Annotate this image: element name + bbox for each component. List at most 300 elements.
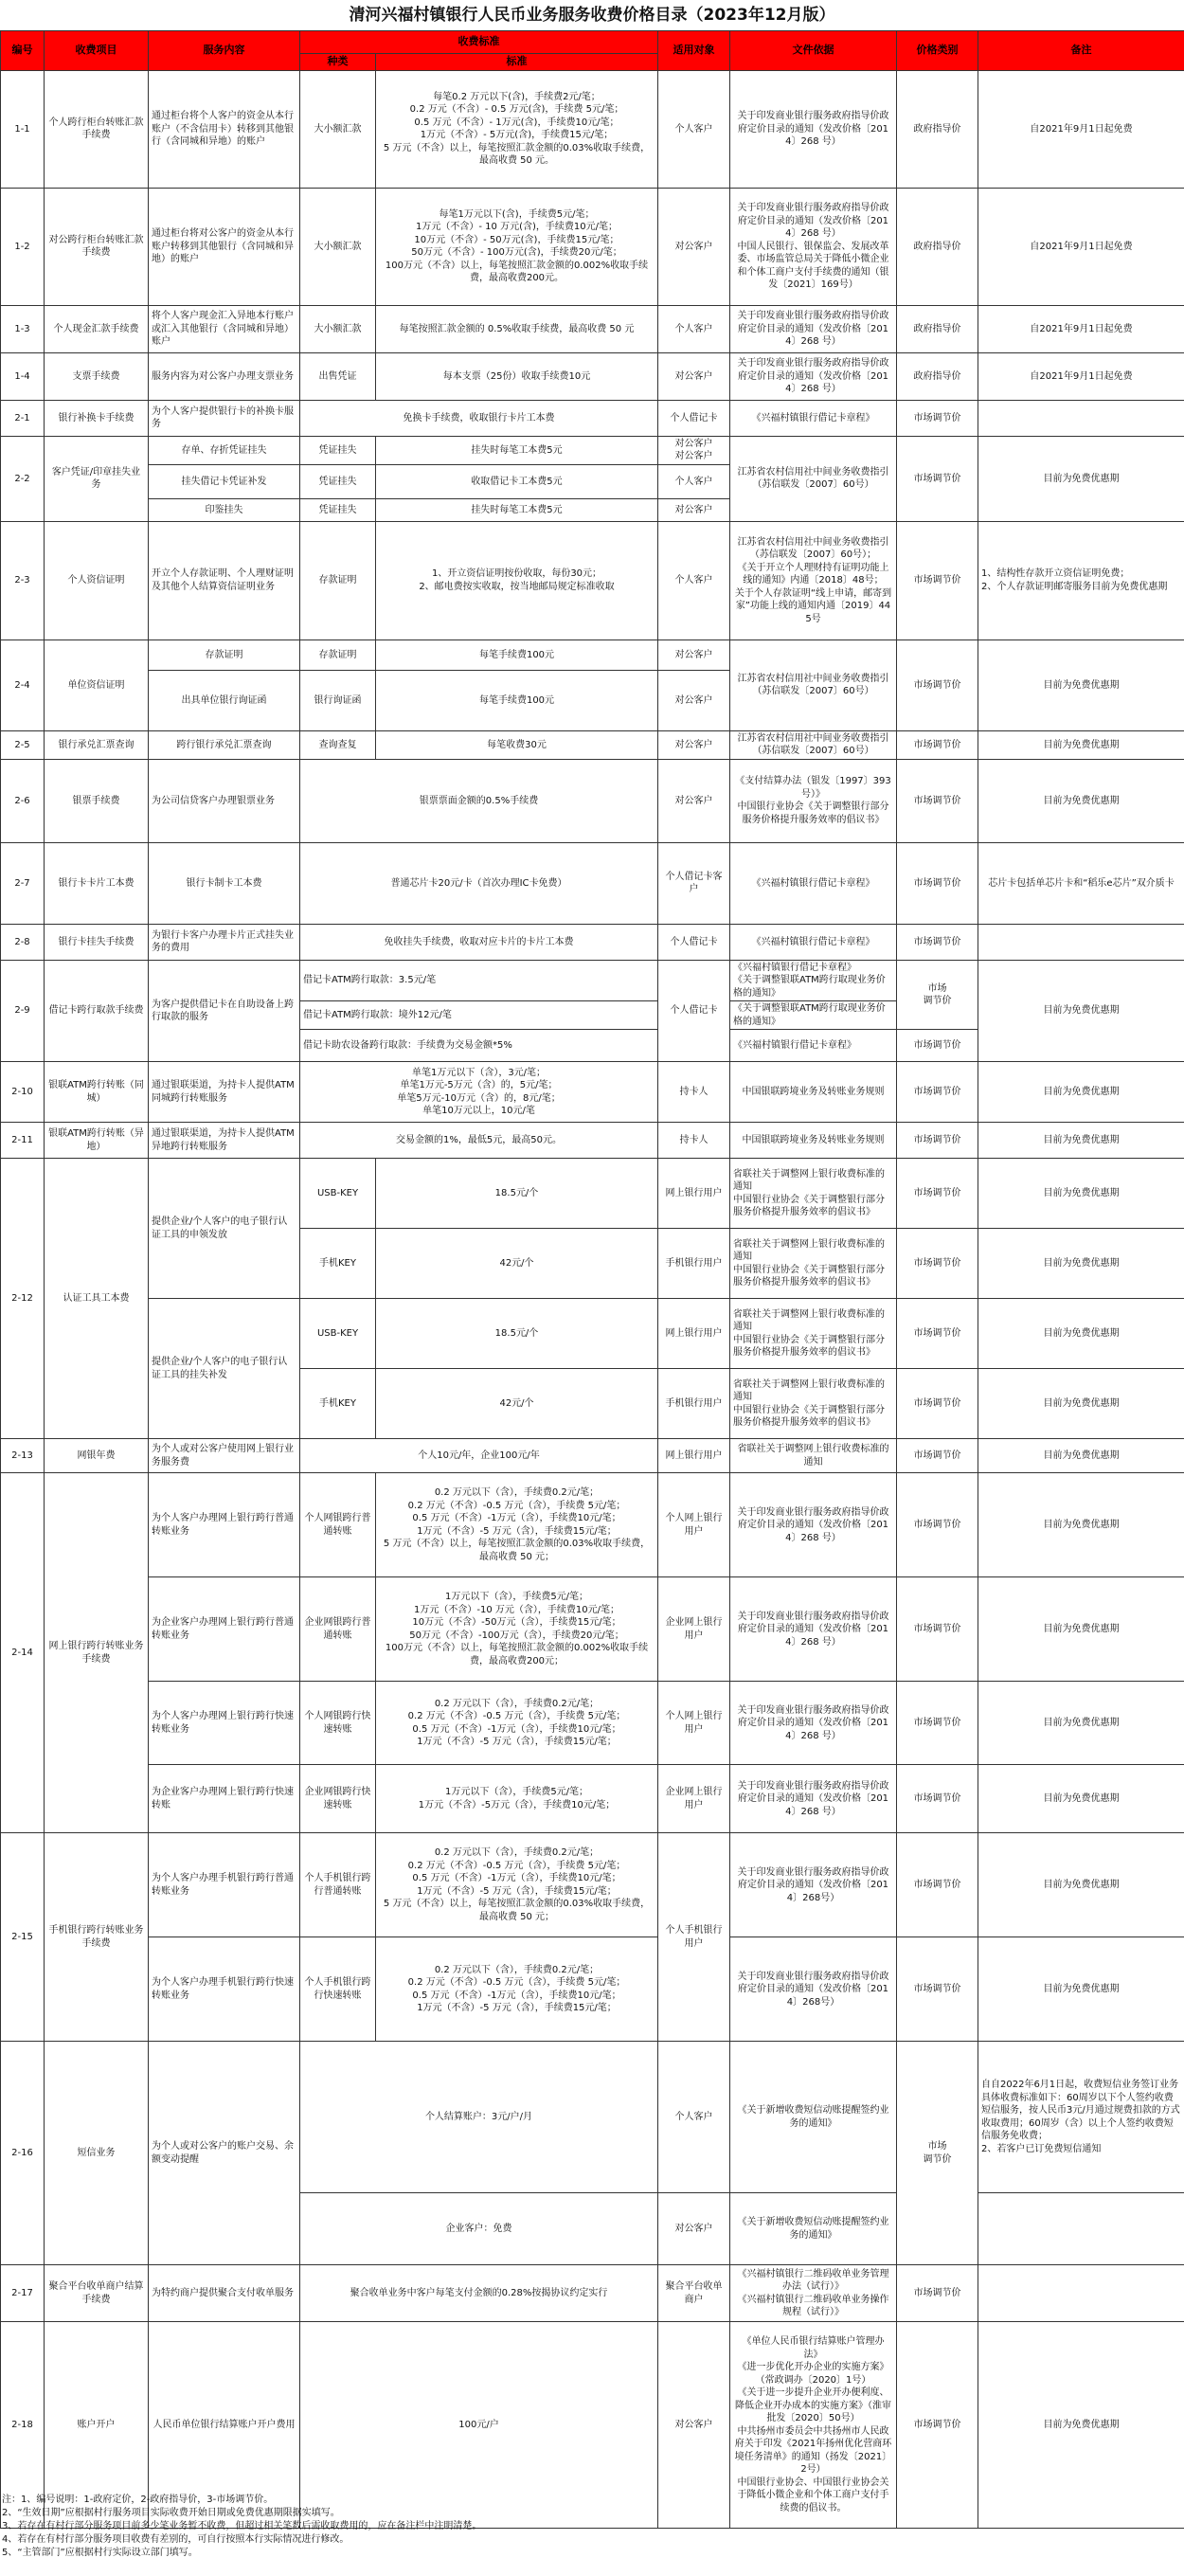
table-cell: 跨行银行承兑汇票查询 (149, 730, 300, 759)
table-cell: 对公客户 (658, 730, 730, 759)
table-cell: 2-18 (1, 2322, 45, 2529)
table-cell: 通过柜台将对公客户的资金从本行账户转移到其他银行（含同城和异地）的账户 (149, 188, 300, 305)
table-cell: 每笔收费30元 (376, 730, 658, 759)
table-cell: 提供企业/个人客户的电子银行认证工具的申领发放 (149, 1159, 300, 1299)
table-row (1, 1159, 1184, 1229)
header-standard: 收费标准 (300, 31, 658, 54)
table-cell: 大小额汇款 (300, 188, 376, 305)
table-cell: 企业网上银行用户 (658, 1577, 730, 1682)
table-cell: 目前为免费优惠期 (978, 1369, 1184, 1439)
table-cell: 免换卡手续费，收取银行卡片工本费 (300, 400, 658, 436)
table-cell: 市场调节价 (897, 1062, 978, 1123)
table-cell: 支票手续费 (45, 352, 149, 400)
table-cell: 普通芯片卡20元/卡（首次办理IC卡免费） (300, 842, 658, 924)
table-cell: 对公客户 (658, 188, 730, 305)
table-cell (978, 924, 1184, 960)
table-row (1, 924, 1184, 960)
table-cell: 市场 调节价 (897, 2042, 978, 2265)
table-cell: 每笔按照汇款金额的 0.5%收取手续费，最高收费 50 元 (376, 305, 658, 352)
table-row (1, 1765, 1184, 1833)
table-cell: USB-KEY (300, 1299, 376, 1369)
table-cell: 每笔0.2 万元以下(含)，手续费2元/笔； 0.2 万元（不含）- 0.5 万元(含)，手续费 5元/笔； 0.5 万元（不含）- 1万元(含)，手续费10元/笔； 1万元（不含）- 5万元(含)，手续费15元/笔； 5 万元（不含）以上，每笔按照汇款金额的0.03%收取手续费，最高收费 50 元。 (376, 70, 658, 188)
table-cell: 银票手续费 (45, 759, 149, 842)
table-cell: 市场调节价 (897, 1577, 978, 1682)
table-cell: 2-1 (1, 400, 45, 436)
table-cell: 为个人客户提供银行卡的补换卡服务 (149, 400, 300, 436)
table-cell: 银联ATM跨行转账（异地） (45, 1123, 149, 1159)
table-cell: 政府指导价 (897, 188, 978, 305)
table-cell: 网上银行跨行转账业务手续费 (45, 1473, 149, 1833)
table-cell: 《关于调整银联ATM跨行取现业务价格的通知》 (730, 1001, 897, 1030)
table-cell: 个人借记卡 (658, 924, 730, 960)
table-cell: 关于印发商业银行服务政府指导价政府定价目录的通知（发改价格〔2014〕268 号） (730, 70, 897, 188)
table-cell: USB-KEY (300, 1159, 376, 1229)
header-kind: 种类 (300, 54, 376, 71)
table-cell: 个人借记卡客户 (658, 842, 730, 924)
table-cell: 省联社关于调整网上银行收费标准的通知 中国银行业协会《关于调整银行部分服务价格提升服务效率的倡议书》 (730, 1299, 897, 1369)
table-cell: 企业网银跨行快速转账 (300, 1765, 376, 1833)
table-cell: 人民币单位银行结算账户开户费用 (149, 2322, 300, 2529)
table-cell: 借记卡ATM跨行取款：3.5元/笔 (300, 960, 658, 1001)
table-cell: 1万元以下（含），手续费5元/笔； 1万元（不含）-10 万元（含），手续费10元/笔； 10万元（不含）-50万元（含），手续费15元/笔； 50万元（不含）-100万元（含），手续费20元/笔； 100万元（不含）以上，每笔按照汇款金额的0.002%收取手续费，最高收费200元； (376, 1577, 658, 1682)
table-cell: 借记卡助农设备跨行取款：手续费为交易金额*5% (300, 1030, 658, 1062)
table-cell: 个人客户 (658, 70, 730, 188)
table-cell: 将个人客户现金汇入异地本行账户或汇入其他银行（含同城和异地）账户 (149, 305, 300, 352)
table-cell: 目前为免费优惠期 (978, 639, 1184, 730)
table-cell: 2-8 (1, 924, 45, 960)
table-cell: 目前为免费优惠期 (978, 1439, 1184, 1473)
table-cell: 市场调节价 (897, 842, 978, 924)
table-cell: 目前为免费优惠期 (978, 1299, 1184, 1369)
table-cell: 通过柜台将个人客户的资金从本行账户（不含信用卡）转移到其他银行（含同城和异地）的账户 (149, 70, 300, 188)
table-row (1, 1577, 1184, 1682)
table-cell: 为银行卡客户办理卡片正式挂失业务的费用 (149, 924, 300, 960)
table-cell: 自2021年9月1日起免费 (978, 188, 1184, 305)
table-cell: 市场调节价 (897, 1937, 978, 2042)
table-cell: 0.2 万元以下（含），手续费0.2元/笔； 0.2 万元（不含）-0.5 万元（含），手续费 5元/笔； 0.5 万元（不含）-1万元（含），手续费10元/笔； 1万元（不含）-5 万元（含），手续费15元/笔； 5 万元（不含）以上，每笔按照汇款金额的0.03%收取手续费，最高收费 50 元； (376, 1473, 658, 1577)
table-cell: 目前为免费优惠期 (978, 1473, 1184, 1577)
table-cell: 对公客户 (658, 639, 730, 670)
table-row (1, 1439, 1184, 1473)
table-cell: 关于印发商业银行服务政府指导价政府定价目录的通知（发改价格〔2014〕268 号） (730, 1765, 897, 1833)
table-cell: 关于印发商业银行服务政府指导价政府定价目录的通知（发改价格〔2014〕268 号） 中国人民银行、银保监会、发展改革委、市场监管总局关于降低小微企业和个体工商户支付手续费的通知（银发〔2021〕169号） (730, 188, 897, 305)
table-cell: 个人跨行柜台转账汇款手续费 (45, 70, 149, 188)
table-cell: 银票票面金额的0.5%手续费 (300, 759, 658, 842)
table-cell: 对公客户 对公客户 (658, 436, 730, 464)
table-cell: 单笔1万元以下（含），3元/笔； 单笔1万元-5万元（含）的，5元/笔； 单笔5万元-10万元（含）的，8元/笔； 单笔10万元以上，10元/笔 (300, 1062, 658, 1123)
table-cell: 目前为免费优惠期 (978, 1577, 1184, 1682)
table-row (1, 305, 1184, 352)
table-cell: 《兴福村镇银行借记卡章程》 (730, 1030, 897, 1062)
table-cell: 目前为免费优惠期 (978, 1123, 1184, 1159)
table-row (1, 730, 1184, 759)
table-cell: 《兴福村镇银行借记卡章程》 (730, 842, 897, 924)
table-cell: 聚合平台收单商户 (658, 2265, 730, 2322)
table-cell: 为客户提供借记卡在自助设备上跨行取款的服务 (149, 960, 300, 1062)
table-cell: 市场调节价 (897, 1229, 978, 1299)
table-cell: 个人借记卡 (658, 400, 730, 436)
table-cell: 1-3 (1, 305, 45, 352)
table-cell: 个人现金汇款手续费 (45, 305, 149, 352)
table-cell: 凭证挂失 (300, 498, 376, 521)
footnote-line: 注：1、编号说明：1-政府定价，2-政府指导价，3-市场调节价。 (2, 2495, 274, 2505)
table-cell: 个人10元/年，企业100元/年 (300, 1439, 658, 1473)
table-cell: 2-3 (1, 521, 45, 639)
table-row (1, 960, 1184, 1001)
table-cell: 借记卡ATM跨行取款：境外12元/笔 (300, 1001, 658, 1030)
table-cell: 目前为免费优惠期 (978, 2322, 1184, 2529)
table-cell: 2-16 (1, 2042, 45, 2265)
table-cell: 目前为免费优惠期 (978, 1159, 1184, 1229)
table-cell: 个人结算账户：3元/户/月 (300, 2042, 658, 2193)
table-cell: 大小额汇款 (300, 305, 376, 352)
table-cell: 市场调节价 (897, 1833, 978, 1937)
table-cell: 对公客户 (658, 498, 730, 521)
table-cell (978, 2193, 1184, 2265)
table-row (1, 1473, 1184, 1577)
table-cell: 大小额汇款 (300, 70, 376, 188)
table-cell: 持卡人 (658, 1123, 730, 1159)
table-cell: 2-9 (1, 960, 45, 1062)
table-cell: 企业客户：免费 (300, 2193, 658, 2265)
table-row (1, 188, 1184, 305)
header-row (1, 31, 1184, 54)
table-cell: 个人手机银行跨行快速转账 (300, 1937, 376, 2042)
table-cell: 对公客户 (658, 670, 730, 730)
header-target: 适用对象 (658, 31, 730, 71)
table-cell: 挂失借记卡凭证补发 (149, 464, 300, 498)
table-cell: 手机KEY (300, 1229, 376, 1299)
table-row (1, 1123, 1184, 1159)
table-cell: 18.5元/个 (376, 1299, 658, 1369)
table-cell: 市场调节价 (897, 730, 978, 759)
table-cell: 目前为免费优惠期 (978, 1062, 1184, 1123)
table-cell: 《支付结算办法（银发〔1997〕393号）》 中国银行业协会《关于调整银行部分服务价格提升服务效率的倡议书》 (730, 759, 897, 842)
fee-table (0, 30, 1184, 2529)
table-cell: 个人客户 (658, 464, 730, 498)
table-cell: 为个人客户办理网上银行跨行快速转账业务 (149, 1682, 300, 1765)
table-cell: 1-4 (1, 352, 45, 400)
footnote-line: 4、若存在有村行部分服务项目收费有差别的，可自行按照本行实际情况进行修改。 (2, 2534, 350, 2545)
table-cell: 持卡人 (658, 1062, 730, 1123)
table-cell: 印鉴挂失 (149, 498, 300, 521)
table-cell: 2-4 (1, 639, 45, 730)
footnote-line: 3、若存在有村行部分服务项目前多少笔业务暂不收费，但超过相关笔数后需收取费用的，应在备注栏中注明清楚。 (2, 2521, 482, 2531)
table-cell: 42元/个 (376, 1229, 658, 1299)
table-cell: 2-7 (1, 842, 45, 924)
table-cell: 银行卡挂失手续费 (45, 924, 149, 960)
table-cell: 关于印发商业银行服务政府指导价政府定价目录的通知（发改价格〔2014〕268号） (730, 1937, 897, 2042)
table-cell: 《兴福村镇银行借记卡章程》 (730, 400, 897, 436)
table-cell: 存款证明 (300, 639, 376, 670)
table-cell: 《兴福村镇银行借记卡章程》 (730, 924, 897, 960)
table-cell: 江苏省农村信用社中间业务收费指引（苏信联发〔2007〕60号） (730, 730, 897, 759)
table-cell: 个人网上银行用户 (658, 1682, 730, 1765)
table-cell: 市场调节价 (897, 1299, 978, 1369)
table-cell: 关于印发商业银行服务政府指导价政府定价目录的通知（发改价格〔2014〕268 号） (730, 305, 897, 352)
table-cell: 省联社关于调整网上银行收费标准的通知 中国银行业协会《关于调整银行部分服务价格提升服务效率的倡议书》 (730, 1369, 897, 1439)
table-cell: 个人客户 (658, 2042, 730, 2193)
table-cell: 省联社关于调整网上银行收费标准的通知 中国银行业协会《关于调整银行部分服务价格提升服务效率的倡议书》 (730, 1229, 897, 1299)
table-cell: 银行卡制卡工本费 (149, 842, 300, 924)
table-cell: 为个人或对公客户使用网上银行业务服务费 (149, 1439, 300, 1473)
header-remark: 备注 (978, 31, 1184, 71)
table-cell: 市场调节价 (897, 1682, 978, 1765)
table-cell: 为个人客户办理手机银行跨行普通转账业务 (149, 1833, 300, 1937)
table-row (1, 1062, 1184, 1123)
table-cell: 市场调节价 (897, 1765, 978, 1833)
table-cell: 免收挂失手续费，收取对应卡片的卡片工本费 (300, 924, 658, 960)
table-cell: 2-6 (1, 759, 45, 842)
table-cell: 江苏省农村信用社中间业务收费指引（苏信联发〔2007〕60号） (730, 639, 897, 730)
table-cell: 目前为免费优惠期 (978, 1833, 1184, 1937)
table-cell: 存款证明 (149, 639, 300, 670)
fee-table-body (1, 70, 1184, 2529)
table-cell: 市场调节价 (897, 436, 978, 521)
table-cell: 2-17 (1, 2265, 45, 2322)
table-cell: 2-10 (1, 1062, 45, 1123)
table-row (1, 521, 1184, 639)
table-cell: 市场调节价 (897, 400, 978, 436)
table-cell: 2-12 (1, 1159, 45, 1439)
table-cell: 银联ATM跨行转账（同城） (45, 1062, 149, 1123)
table-cell: 聚合平台收单商户结算手续费 (45, 2265, 149, 2322)
header-no: 编号 (1, 31, 45, 71)
table-cell: 市场调节价 (897, 2265, 978, 2322)
table-cell: 个人网上银行用户 (658, 1473, 730, 1577)
table-cell: 凭证挂失 (300, 436, 376, 464)
table-cell: 目前为免费优惠期 (978, 1229, 1184, 1299)
table-cell: 为企业客户办理网上银行跨行普通转账业务 (149, 1577, 300, 1682)
table-cell: 市场调节价 (897, 521, 978, 639)
table-cell: 聚合收单业务中客户每笔支付金额的0.28%按揭协议约定实行 (300, 2265, 658, 2322)
footnote-line: 5、“主管部门”应根据村行实际设立部门填写。 (2, 2548, 198, 2558)
footnote-line: 2、“生效日期”应根据村行服务项目实际收费开始日期或免费优惠期限据实填写。 (2, 2508, 340, 2518)
table-cell: 自2021年9月1日起免费 (978, 352, 1184, 400)
table-cell: 对公客户 (658, 352, 730, 400)
table-cell: 市场调节价 (897, 639, 978, 730)
table-cell: 自2021年9月1日起免费 (978, 305, 1184, 352)
table-cell: 目前为免费优惠期 (978, 1682, 1184, 1765)
table-cell: 市场调节价 (897, 1473, 978, 1577)
table-cell: 网上银行用户 (658, 1299, 730, 1369)
table-cell: 个人手机银行用户 (658, 1833, 730, 2042)
table-cell: 0.2 万元以下（含），手续费0.2元/笔； 0.2 万元（不含）-0.5 万元（含），手续费 5元/笔； 0.5 万元（不含）-1万元（含），手续费10元/笔； 1万元（不含）-5 万元（含），手续费15元/笔； 5 万元（不含）以上，每笔按照汇款金额的0.03%收取手续费，最高收费 50 元； (376, 1833, 658, 1937)
table-cell: 网上银行用户 (658, 1439, 730, 1473)
table-cell: 挂失时每笔工本费5元 (376, 436, 658, 464)
table-cell: 手机银行用户 (658, 1229, 730, 1299)
table-cell: 2-13 (1, 1439, 45, 1473)
table-cell: 每笔手续费100元 (376, 639, 658, 670)
table-row (1, 1299, 1184, 1369)
table-cell: 为公司信贷客户办理银票业务 (149, 759, 300, 842)
table-cell: 芯片卡包括单芯片卡和“稻乐e芯片”双介质卡 (978, 842, 1184, 924)
table-row (1, 1937, 1184, 2042)
table-cell: 个人客户 (658, 521, 730, 639)
table-cell: 手机银行跨行转账业务手续费 (45, 1833, 149, 2042)
table-cell: 个人客户 (658, 305, 730, 352)
table-row (1, 436, 1184, 464)
table-cell: 江苏省农村信用社中间业务收费指引（苏信联发〔2007〕60号）； 《关于开立个人理财持有证明功能上线的通知》内通〔2018〕48号； 关于个人存款证明“线上申请，邮寄到家”功能上线的通知内通〔2019〕445号 (730, 521, 897, 639)
table-cell: 出售凭证 (300, 352, 376, 400)
table-cell: 目前为免费优惠期 (978, 960, 1184, 1062)
table-cell: 市场调节价 (897, 2322, 978, 2529)
table-cell: 凭证挂失 (300, 464, 376, 498)
table-cell: 市场调节价 (897, 1159, 978, 1229)
table-cell: 关于印发商业银行服务政府指导价政府定价目录的通知（发改价格〔2014〕268 号） (730, 1577, 897, 1682)
table-cell: 服务内容为对公客户办理支票业务 (149, 352, 300, 400)
table-cell: 2-2 (1, 436, 45, 521)
table-cell: 目前为免费优惠期 (978, 436, 1184, 521)
table-cell: 银行承兑汇票查询 (45, 730, 149, 759)
table-cell: 每本支票（25份）收取手续费10元 (376, 352, 658, 400)
table-cell: 单位资信证明 (45, 639, 149, 730)
table-cell: 2-15 (1, 1833, 45, 2042)
table-cell: 短信业务 (45, 2042, 149, 2265)
table-cell: 0.2 万元以下（含），手续费0.2元/笔； 0.2 万元（不含）-0.5 万元（含），手续费 5元/笔； 0.5 万元（不含）-1万元（含），手续费10元/笔； 1万元（不含）-5 万元（含），手续费15元/笔； (376, 1682, 658, 1765)
table-cell: 银行卡卡片工本费 (45, 842, 149, 924)
table-cell: 企业网上银行用户 (658, 1765, 730, 1833)
table-row (1, 70, 1184, 188)
table-cell: 省联社关于调整网上银行收费标准的通知 (730, 1439, 897, 1473)
table-cell: 开立个人存款证明、个人理财证明及其他个人结算资信证明业务 (149, 521, 300, 639)
table-cell: 目前为免费优惠期 (978, 1937, 1184, 2042)
table-cell: 自2021年9月1日起免费 (978, 70, 1184, 188)
table-cell: 市场调节价 (897, 1369, 978, 1439)
table-cell: 客户凭证/印章挂失业务 (45, 436, 149, 521)
table-cell: 收取借记卡工本费5元 (376, 464, 658, 498)
table-cell: 100元/户 (300, 2322, 658, 2529)
table-cell (978, 400, 1184, 436)
table-cell: 2-5 (1, 730, 45, 759)
table-cell: 2-14 (1, 1473, 45, 1833)
table-cell: 《兴福村镇银行二维码收单业务管理办法（试行）》 《兴福村镇银行二维码收单业务操作规程（试行）》 (730, 2265, 897, 2322)
table-cell: 目前为免费优惠期 (978, 759, 1184, 842)
table-cell: 2-11 (1, 1123, 45, 1159)
table-cell: 账户开户 (45, 2322, 149, 2529)
table-cell: 通过银联渠道，为持卡人提供ATM同城跨行转账服务 (149, 1062, 300, 1123)
table-cell: 市场调节价 (897, 1123, 978, 1159)
table-cell: 市场调节价 (897, 1030, 978, 1062)
table-cell: 1-1 (1, 70, 45, 188)
table-cell: 个人借记卡 (658, 960, 730, 1062)
table-cell: 市场调节价 (897, 759, 978, 842)
table-row (1, 759, 1184, 842)
table-cell: 省联社关于调整网上银行收费标准的通知 中国银行业协会《关于调整银行部分服务价格提升服务效率的倡议书》 (730, 1159, 897, 1229)
table-cell: 每笔1万元以下(含)，手续费5元/笔； 1万元（不含）- 10 万元(含)，手续费10元/笔； 10万元（不含）- 50万元(含)，手续费15元/笔； 50万元（不含）- 100万元(含)，手续费20元/笔； 100万元（不含）以上，每笔按照汇款金额的0.002%收取手续费，最高收费200元。 (376, 188, 658, 305)
table-cell: 提供企业/个人客户的电子银行认证工具的挂失补发 (149, 1299, 300, 1439)
table-cell: 目前为免费优惠期 (978, 1765, 1184, 1833)
page-title: 清河兴福村镇银行人民币业务服务收费价格目录（2023年12月版） (349, 6, 835, 25)
table-cell: 存单、存折凭证挂失 (149, 436, 300, 464)
table-cell: 挂失时每笔工本费5元 (376, 498, 658, 521)
table-cell: 个人网银跨行普通转账 (300, 1473, 376, 1577)
table-cell: 1、开立资信证明按份收取，每份30元； 2、邮电费按实收取，按当地邮局规定标准收取 (376, 521, 658, 639)
table-cell: 《关于新增收费短信动账提醒签约业务的通知》 (730, 2042, 897, 2193)
header-item: 收费项目 (45, 31, 149, 71)
table-cell (978, 2265, 1184, 2322)
table-row (1, 1833, 1184, 1937)
table-row (1, 1682, 1184, 1765)
table-cell: 关于印发商业银行服务政府指导价政府定价目录的通知（发改价格〔2014〕268 号） (730, 352, 897, 400)
table-cell: 目前为免费优惠期 (978, 730, 1184, 759)
table-cell: 每笔手续费100元 (376, 670, 658, 730)
table-cell: 银行补换卡手续费 (45, 400, 149, 436)
table-row (1, 2042, 1184, 2193)
header-std: 标准 (376, 54, 658, 71)
table-cell: 网上银行用户 (658, 1159, 730, 1229)
table-cell: 为企业客户办理网上银行跨行快速转账 (149, 1765, 300, 1833)
table-cell: 江苏省农村信用社中间业务收费指引（苏信联发〔2007〕60号） (730, 436, 897, 521)
table-cell: 手机KEY (300, 1369, 376, 1439)
table-cell: 企业网银跨行普通转账 (300, 1577, 376, 1682)
table-cell: 市场 调节价 (897, 960, 978, 1030)
table-cell: 关于印发商业银行服务政府指导价政府定价目录的通知（发改价格〔2014〕268 号） (730, 1682, 897, 1765)
footnotes (0, 2494, 1184, 2575)
header-basis: 文件依据 (730, 31, 897, 71)
table-cell: 关于印发商业银行服务政府指导价政府定价目录的通知（发改价格〔2014〕268号） (730, 1833, 897, 1937)
table-cell: 出具单位银行询证函 (149, 670, 300, 730)
table-cell: 为个人或对公客户的账户交易、余额变动提醒 (149, 2042, 300, 2265)
table-cell: 对公客户 (658, 2322, 730, 2529)
table-cell: 市场调节价 (897, 1439, 978, 1473)
table-cell: 个人资信证明 (45, 521, 149, 639)
table-cell: 个人手机银行跨行普通转账 (300, 1833, 376, 1937)
table-cell: 市场调节价 (897, 924, 978, 960)
table-cell: 网银年费 (45, 1439, 149, 1473)
table-cell: 政府指导价 (897, 305, 978, 352)
table-cell: 对公客户 (658, 2193, 730, 2265)
table-cell: 存款证明 (300, 521, 376, 639)
table-cell: 为个人客户办理手机银行跨行快速转账业务 (149, 1937, 300, 2042)
table-cell: 1万元以下（含），手续费5元/笔； 1万元（不含）-5万元（含），手续费10元/笔； (376, 1765, 658, 1833)
table-cell: 18.5元/个 (376, 1159, 658, 1229)
table-cell: 为特约商户提供聚合支付收单服务 (149, 2265, 300, 2322)
table-cell: 《关于新增收费短信动账提醒签约业务的通知》 (730, 2193, 897, 2265)
table-cell: 0.2 万元以下（含），手续费0.2元/笔； 0.2 万元（不含）-0.5 万元（含），手续费 5元/笔； 0.5 万元（不含）-1万元（含），手续费10元/笔； 1万元（不含）-5 万元（含），手续费15元/笔； (376, 1937, 658, 2042)
table-row (1, 2265, 1184, 2322)
table-cell: 1、结构性存款开立资信证明免费； 2、个人存款证明邮寄服务目前为免费优惠期 (978, 521, 1184, 639)
table-row (1, 400, 1184, 436)
table-cell: 自自2022年6月1日起，收费短信业务签订业务具体收费标准如下：60周岁以下个人签约收费短信服务，按人民币3元/月通过规费扣款的方式收取费用；60周岁（含）以上个人签约收费短信服务免收费； 2、若客户已订免费短信通知 (978, 2042, 1184, 2193)
table-cell: 关于印发商业银行服务政府指导价政府定价目录的通知（发改价格〔2014〕268 号） (730, 1473, 897, 1577)
table-row (1, 842, 1184, 924)
table-cell: 中国银联跨境业务及转账业务规则 (730, 1123, 897, 1159)
table-cell: 对公跨行柜台转账汇款手续费 (45, 188, 149, 305)
table-cell: 通过银联渠道，为持卡人提供ATM异地跨行转账服务 (149, 1123, 300, 1159)
table-row (1, 352, 1184, 400)
table-cell: 借记卡跨行取款手续费 (45, 960, 149, 1062)
header-content: 服务内容 (149, 31, 300, 71)
table-cell: 查询查复 (300, 730, 376, 759)
table-cell: 《兴福村镇银行借记卡章程》 《关于调整银联ATM跨行取现业务价格的通知》 (730, 960, 897, 1001)
table-cell: 政府指导价 (897, 70, 978, 188)
table-row (1, 639, 1184, 670)
table-cell: 1-2 (1, 188, 45, 305)
table-cell: 手机银行用户 (658, 1369, 730, 1439)
table-cell: 中国银联跨境业务及转账业务规则 (730, 1062, 897, 1123)
table-cell: 对公客户 (658, 759, 730, 842)
table-cell: 认证工具工本费 (45, 1159, 149, 1439)
table-cell: 《单位人民币银行结算账户管理办法》 《进一步优化开办企业的实施方案》（常政调办〔2020〕1号） 《关于进一步提升企业开办便利度、降低企业开办成本的实施方案》（淮审批发〔2020〕50号） 中共扬州市委员会中共扬州市人民政府关于印发《2021年扬州优化营商环境任务清单》的通知（扬发〔2021〕2号） 中国银行业协会、中国银行业协会关于降低小微企业和个体工商户支付手续费的倡议书。 (730, 2322, 897, 2529)
table-cell: 42元/个 (376, 1369, 658, 1439)
table-cell: 交易金额的1%，最低5元，最高50元。 (300, 1123, 658, 1159)
header-category: 价格类别 (897, 31, 978, 71)
table-cell: 政府指导价 (897, 352, 978, 400)
table-cell: 个人网银跨行快速转账 (300, 1682, 376, 1765)
table-cell: 为个人客户办理网上银行跨行普通转账业务 (149, 1473, 300, 1577)
table-cell: 银行询证函 (300, 670, 376, 730)
